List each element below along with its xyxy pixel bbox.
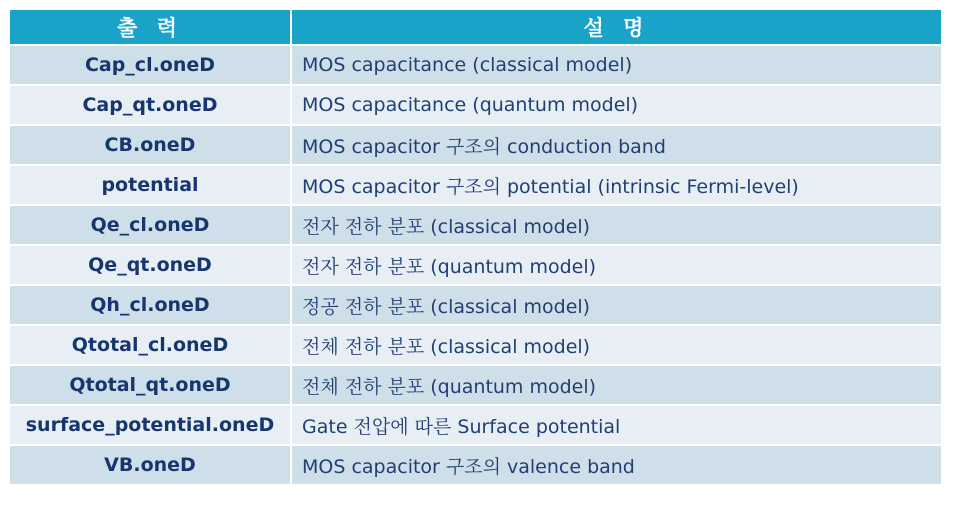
header-description: 설 명 (291, 10, 941, 45)
output-name: CB.oneD (10, 125, 291, 165)
table-header-row (10, 10, 941, 45)
output-description: 전자 전하 분포 (classical model) (291, 205, 941, 245)
table-row (10, 205, 941, 245)
table-row (10, 325, 941, 365)
table-row (10, 285, 941, 325)
table-row (10, 445, 941, 484)
table-row (10, 45, 941, 85)
output-description: MOS capacitance (quantum model) (291, 85, 941, 125)
table-row (10, 165, 941, 205)
table-row (10, 245, 941, 285)
header-output: 출 력 (10, 10, 291, 45)
output-description: MOS capacitor 구조의 conduction band (291, 125, 941, 165)
output-name: Qe_qt.oneD (10, 245, 291, 285)
output-description: Gate 전압에 따른 Surface potential (291, 405, 941, 445)
output-description: MOS capacitor 구조의 valence band (291, 445, 941, 484)
table-row (10, 125, 941, 165)
output-name: potential (10, 165, 291, 205)
table-row (10, 85, 941, 125)
output-name: Qtotal_cl.oneD (10, 325, 291, 365)
output-description: MOS capacitance (classical model) (291, 45, 941, 85)
output-description: 전체 전하 분포 (classical model) (291, 325, 941, 365)
output-description-table (10, 10, 941, 484)
output-name: Qh_cl.oneD (10, 285, 291, 325)
output-description: 전자 전하 분포 (quantum model) (291, 245, 941, 285)
table-row (10, 405, 941, 445)
output-name: Cap_cl.oneD (10, 45, 291, 85)
output-name: Cap_qt.oneD (10, 85, 291, 125)
table-row (10, 365, 941, 405)
output-name: Qtotal_qt.oneD (10, 365, 291, 405)
output-name: surface_potential.oneD (10, 405, 291, 445)
output-description: 전체 전하 분포 (quantum model) (291, 365, 941, 405)
output-name: VB.oneD (10, 445, 291, 484)
output-description: 정공 전하 분포 (classical model) (291, 285, 941, 325)
output-name: Qe_cl.oneD (10, 205, 291, 245)
output-description: MOS capacitor 구조의 potential (intrinsic Fermi-level) (291, 165, 941, 205)
